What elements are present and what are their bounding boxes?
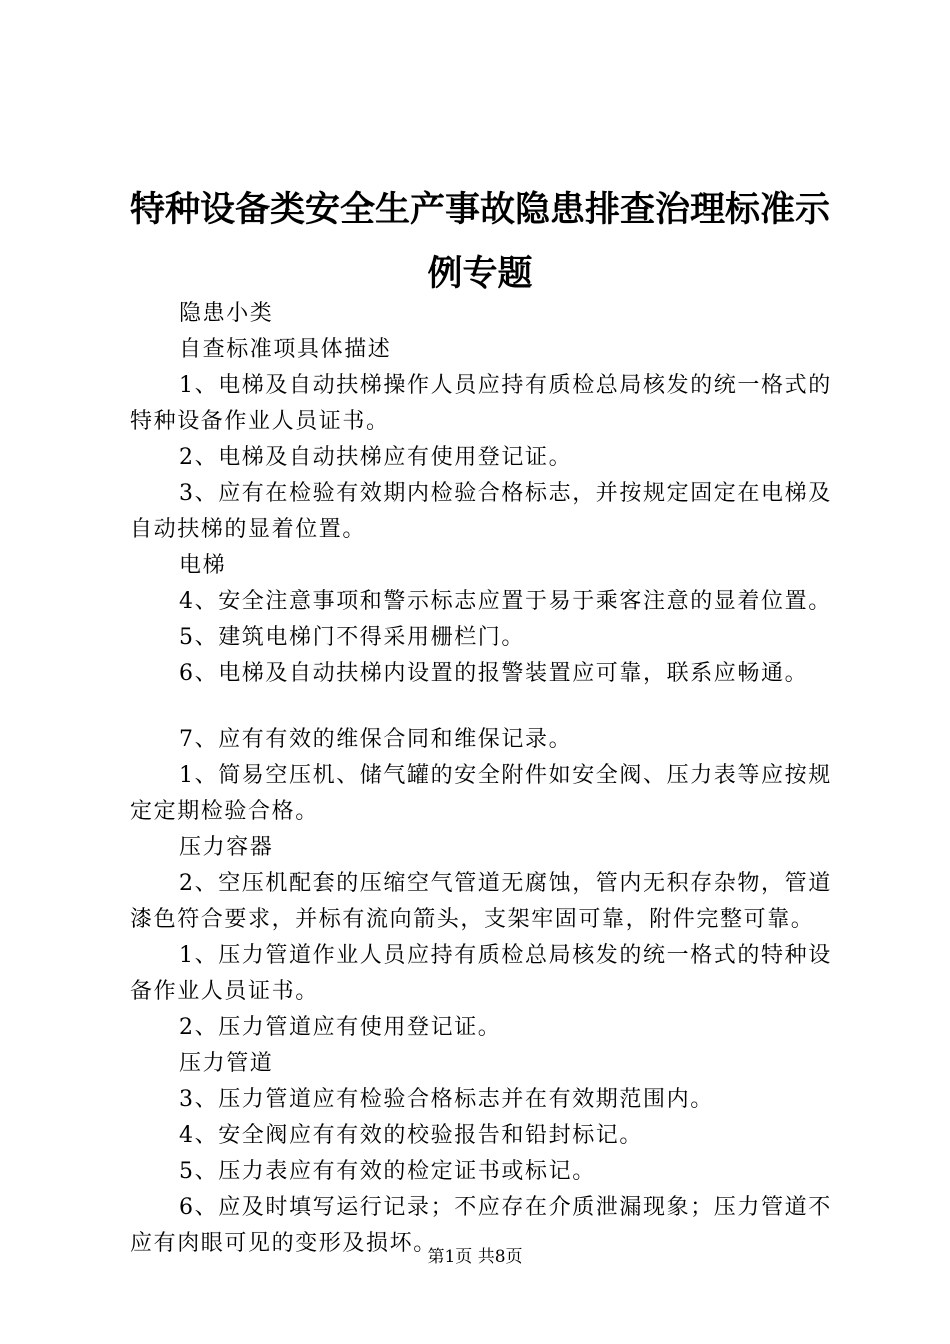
paragraph-vessel-1: 1、简易空压机、储气罐的安全附件如安全阀、压力表等应按规定定期检验合格。: [130, 763, 832, 824]
page-footer: 第1页 共8页: [427, 1247, 523, 1267]
paragraph-elevator-4: 4、安全注意事项和警示标志应置于易于乘客注意的显着位置。: [179, 589, 832, 614]
title-line-2: 例专题: [427, 254, 533, 294]
paragraph-elevator-5: 5、建筑电梯门不得采用栅栏门。: [179, 625, 525, 650]
section-label-pressure-pipeline: 压力管道: [179, 1051, 274, 1076]
paragraph-pipeline-2: 2、压力管道应有使用登记证。: [179, 1015, 502, 1040]
paragraph-elevator-2: 2、电梯及自动扶梯应有使用登记证。: [179, 445, 573, 470]
paragraph-elevator-7: 7、应有有效的维保合同和维保记录。: [179, 727, 573, 752]
paragraph-pipeline-1: 1、压力管道作业人员应持有质检总局核发的统一格式的特种设备作业人员证书。: [130, 943, 832, 1004]
document-title: [120, 178, 840, 306]
title-line-1: 特种设备类安全生产事故隐患排查治理标准示: [129, 190, 830, 230]
paragraph-vessel-2: 2、空压机配套的压缩空气管道无腐蚀，管内无积存杂物，管道漆色符合要求，并标有流向箭头，支架牢固可靠，附件完整可靠。: [130, 871, 832, 932]
paragraph-elevator-6: 6、电梯及自动扶梯内设置的报警装置应可靠，联系应畅通。: [179, 661, 809, 686]
paragraph-elevator-3: 3、应有在检验有效期内检验合格标志，并按规定固定在电梯及自动扶梯的显着位置。: [130, 481, 832, 542]
section-label-pressure-vessel: 压力容器: [179, 835, 274, 860]
paragraph-pipeline-3: 3、压力管道应有检验合格标志并在有效期范围内。: [179, 1087, 714, 1112]
paragraph-pipeline-4: 4、安全阀应有有效的校验报告和铅封标记。: [179, 1123, 643, 1148]
paragraph-elevator-1: 1、电梯及自动扶梯操作人员应持有质检总局核发的统一格式的特种设备作业人员证书。: [130, 373, 832, 434]
document-body: [130, 296, 842, 1262]
paragraph-category-label: 隐患小类: [179, 301, 274, 326]
paragraph-pipeline-5: 5、压力表应有有效的检定证书或标记。: [179, 1159, 596, 1184]
paragraph-pipeline-6: 6、应及时填写运行记录；不应存在介质泄漏现象；压力管道不应有肉眼可见的变形及损坏。: [130, 1195, 832, 1256]
paragraph-standard-label: 自查标准项具体描述: [179, 337, 392, 362]
section-label-elevator: 电梯: [179, 553, 227, 578]
spacer: [130, 692, 842, 722]
